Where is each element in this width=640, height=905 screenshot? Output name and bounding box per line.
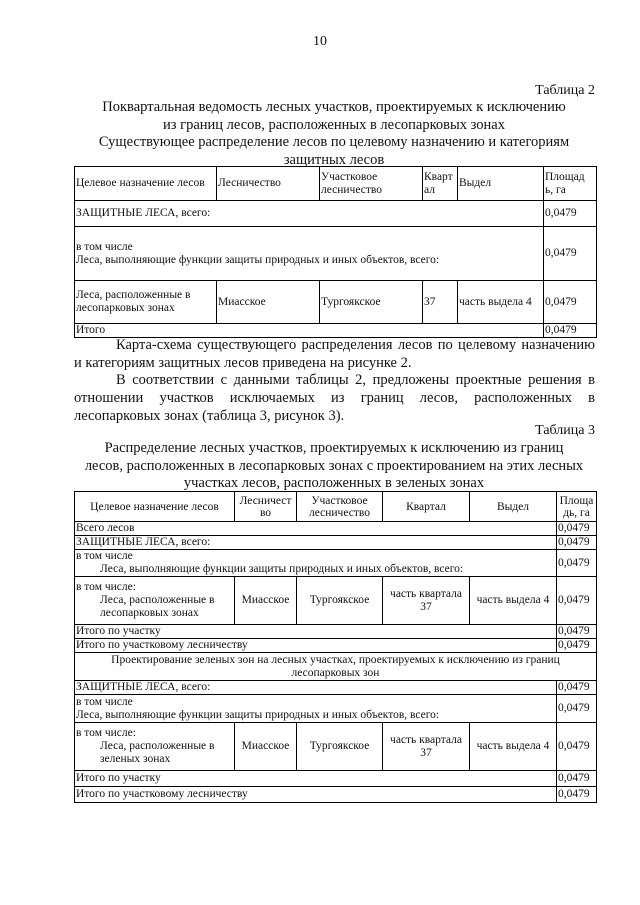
caption-line: участках лесов, расположенных в зеленых зонах: [183, 475, 485, 491]
table2: [74, 166, 597, 338]
table-cell: ЗАЩИТНЫЕ ЛЕСА, всего:: [75, 536, 557, 550]
table-cell: 0,0479: [544, 324, 597, 338]
cell-line: в том числе: [76, 240, 133, 253]
caption-line: из границ лесов, расположенных в лесопарковых зонах: [163, 116, 505, 133]
paragraph-text: Карта-схема существующего распределения лесов по целевому назначению и категориям защитных лесов приведена на рисунке 2.: [74, 337, 595, 371]
table-cell: часть выдела 4: [470, 577, 557, 625]
table-cell: ЗАЩИТНЫЕ ЛЕСА, всего:: [75, 201, 544, 227]
table-cell: [75, 227, 544, 281]
table-cell: 0,0479: [557, 536, 597, 550]
caption-line: защитных лесов: [283, 151, 385, 168]
table-cell: Тургоякское: [297, 577, 383, 625]
cell-line: Леса, расположенные в лесопарковых зонах: [100, 594, 215, 619]
table-cell: 0,0479: [544, 281, 597, 324]
table-cell: 0,0479: [557, 639, 597, 653]
table-cell: 0,0479: [557, 625, 597, 639]
table-cell: 0,0479: [544, 201, 597, 227]
table-cell: [75, 577, 235, 625]
header-cell: Квартал: [383, 492, 470, 522]
paragraph-1: [74, 336, 595, 372]
table-cell: Всего лесов: [75, 522, 557, 536]
table3-label: Таблица 3: [535, 423, 595, 438]
table-cell: Миасское: [235, 577, 297, 625]
table-cell: 0,0479: [557, 787, 597, 803]
section-header: Проектирование зеленых зон на лесных участках, проектируемых к исключению из границ лесопарковых зон: [75, 653, 597, 681]
header-cell: Участковое лесничество: [297, 492, 383, 522]
paragraph-text: В соответствии с данными таблицы 2, предложены проектные решения в отношении участков исключаемых из границ лесов, расположенных в лесопарковых зонах (таблица 3, рисунок 3).: [74, 372, 595, 424]
table-cell: Итого по участку: [75, 625, 557, 639]
header-cell: Выдел: [470, 492, 557, 522]
table-cell: Итого по участку: [75, 771, 557, 787]
paragraph-2: [74, 371, 595, 425]
table-cell: 0,0479: [557, 577, 597, 625]
page-number: 10: [313, 34, 327, 49]
table-cell: ЗАЩИТНЫЕ ЛЕСА, всего:: [75, 681, 557, 695]
caption-line: лесов, расположенных в лесопарковых зонах с проектированием на этих лесных: [84, 457, 584, 474]
header-cell: Площад ь, га: [544, 167, 597, 201]
caption-line: Поквартальная ведомость лесных участков, проектируемых к исключению: [102, 99, 566, 115]
table3: [74, 491, 597, 803]
cell-line: в том числе:: [76, 727, 136, 739]
table-cell: Тургоякское: [320, 281, 423, 324]
cell-line: Леса, выполняющие функции защиты природных и иных объектов, всего:: [100, 563, 464, 575]
table-cell: Леса, расположенные в лесопарковых зонах: [75, 281, 217, 324]
caption-line: Распределение лесных участков, проектируемых к исключению из границ: [104, 440, 564, 456]
table-cell: Тургоякское: [297, 723, 383, 771]
table-cell: 0,0479: [557, 522, 597, 536]
table-cell: [75, 550, 557, 577]
cell-line: Леса, выполняющие функции защиты природных и иных объектов, всего:: [76, 253, 440, 266]
table-cell: 0,0479: [544, 227, 597, 281]
cell-line: в том числе: [76, 695, 133, 708]
table-cell: Миасское: [217, 281, 320, 324]
table-cell: 0,0479: [557, 723, 597, 771]
table-cell: часть квартала 37: [383, 577, 470, 625]
header-cell: Выдел: [458, 167, 544, 201]
table-cell: часть выдела 4: [470, 723, 557, 771]
cell-line: Леса, выполняющие функции защиты природных и иных объектов, всего:: [76, 708, 440, 721]
cell-line: Леса, расположенные в зеленых зонах: [100, 740, 215, 765]
table-cell: 0,0479: [557, 771, 597, 787]
cell-line: в том числе: [76, 550, 133, 562]
table-cell: Миасское: [235, 723, 297, 771]
table-cell: Итого по участковому лесничеству: [75, 639, 557, 653]
table-cell: [75, 695, 557, 723]
header-cell: Кварт ал: [423, 167, 458, 201]
header-cell: Лесничество: [217, 167, 320, 201]
table2-label: Таблица 2: [535, 83, 595, 98]
table-cell: Итого по участковому лесничеству: [75, 787, 557, 803]
table-cell: 0,0479: [557, 550, 597, 577]
caption-line: Существующее распределение лесов по целевому назначению и категориям: [98, 134, 570, 150]
header-cell: Лесничест во: [235, 492, 297, 522]
table-cell: 37: [423, 281, 458, 324]
table-cell: 0,0479: [557, 681, 597, 695]
header-cell: Целевое назначение лесов: [75, 167, 217, 201]
header-cell: Участковое лесничество: [320, 167, 423, 201]
table-cell: часть выдела 4: [458, 281, 544, 324]
table-cell: 0,0479: [557, 695, 597, 723]
table2-caption: [74, 99, 594, 169]
table-cell: Итого: [75, 324, 544, 338]
table-cell: [75, 723, 235, 771]
header-cell: Площа дь, га: [557, 492, 597, 522]
cell-line: в том числе:: [76, 581, 136, 593]
header-cell: Целевое назначение лесов: [75, 492, 235, 522]
table-cell: часть квартала 37: [383, 723, 470, 771]
table3-caption: [74, 440, 594, 493]
